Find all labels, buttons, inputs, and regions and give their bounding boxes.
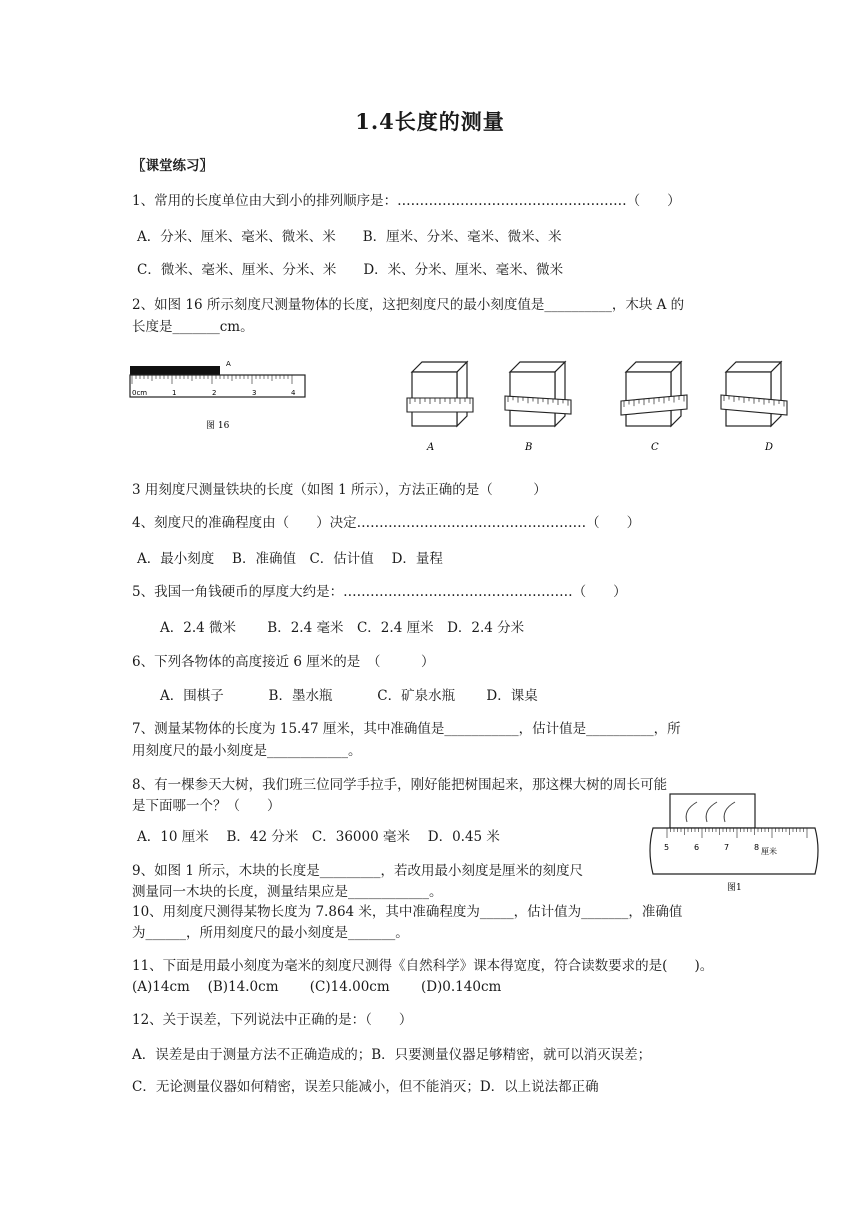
figure-16-ruler (120, 352, 315, 437)
question-4-options: A．最小刻度 B．准确值 C．估计值 D．量程 (137, 551, 443, 567)
method-figure (505, 362, 571, 426)
question-7-line-1: 7、测量某物体的长度为 15.47 厘米，其中准确值是___________，估计值是__________，所 (132, 721, 681, 737)
question-3-stem: 3 用刻度尺测量铁块的长度（如图 1 所示），方法正确的是（ ） (132, 482, 547, 498)
method-figure (621, 362, 687, 426)
page-title: 1.4长度的测量 (355, 109, 505, 134)
question-9-line-1: 9、如图 1 所示，木块的长度是_________，若改用最小刻度是厘米的刻度尺 (132, 863, 584, 879)
ruler-tick-label: 6 (694, 843, 700, 852)
block-side (555, 362, 565, 426)
ruler-tick-label: 4 (291, 389, 296, 397)
method-label: A (427, 442, 435, 453)
figure-measuring-methods (395, 358, 805, 473)
question-5-options: A．2.4 微米 B．2.4 毫米 C．2.4 厘米 D．2.4 分米 (160, 620, 525, 636)
question-9-line-2: 测量同一木块的长度，测量结果应是____________。 (132, 884, 443, 900)
ruler-tick-label: 5 (664, 843, 670, 852)
block-side (771, 362, 781, 426)
question-1-options-cd: C．微米、毫米、厘米、分米、米 D．米、分米、厘米、毫米、微米 (137, 262, 564, 278)
ruler-tick-label: 1 (172, 389, 177, 397)
ruler-tick-label: 7 (724, 843, 730, 852)
question-8-line-1: 8、有一棵参天大树，我们班三位同学手拉手，刚好能把树围起来，那这棵大树的周长可能 (132, 777, 668, 793)
question-7-line-2: 用刻度尺的最小刻度是____________。 (132, 743, 362, 759)
question-2-line-2: 长度是_______cm。 (132, 319, 254, 335)
figure-1-ruler (645, 790, 825, 896)
question-12-options-cd: C．无论测量仪器如何精密，误差只能减小，但不能消灭；D．以上说法都正确 (132, 1079, 599, 1095)
question-10-line-1: 10、用刻度尺测得某物长度为 7.864 米，其中准确程度为_____，估计值为_______，准确值 (132, 904, 683, 920)
block-a (130, 366, 220, 375)
question-6-stem: 6、下列各物体的高度接近 6 厘米的是 （ ） (132, 654, 435, 670)
block-side (671, 362, 681, 426)
question-2-line-1: 2、如图 16 所示刻度尺测量物体的长度，这把刻度尺的最小刻度值是__________，木块 A 的 (132, 297, 685, 313)
wooden-block (670, 794, 755, 828)
figure-16-caption: 图 16 (206, 421, 230, 431)
question-1-stem: 1、常用的长度单位由大到小的排列顺序是：……………………………………………（ ） (132, 193, 681, 209)
block-a-label: A (226, 360, 231, 368)
method-figure (721, 362, 787, 426)
method-label: D (765, 442, 774, 453)
ruler-tick-label: 8 (754, 843, 760, 852)
section-heading: 〖课堂练习〗 (132, 158, 213, 174)
ruler-body (650, 828, 818, 874)
question-10-line-2: 为______，所用刻度尺的最小刻度是_______。 (132, 925, 409, 941)
question-11-options: (A)14cm (B)14.0cm (C)14.00cm (D)0.140cm (132, 979, 502, 995)
question-1-options-ab: A．分米、厘米、毫米、微米、米 B．厘米、分米、毫米、微米、米 (137, 229, 562, 245)
method-label: C (651, 442, 659, 453)
method-figure (407, 362, 473, 426)
question-5-stem: 5、我国一角钱硬币的厚度大约是：……………………………………………（ ） (132, 584, 627, 600)
ruler-tick-label: 0cm (132, 389, 148, 397)
question-4-stem: 4、刻度尺的准确程度由（ ）决定……………………………………………（ ） (132, 515, 641, 531)
ruler-tick-label: 3 (252, 389, 257, 397)
ruler-unit-label: 厘米 (761, 847, 777, 856)
question-11-stem: 11、下面是用最小刻度为毫米的刻度尺测得《自然科学》课本得宽度，符合读数要求的是( )。 (132, 958, 714, 974)
question-6-options: A．围棋子 B．墨水瓶 C．矿泉水瓶 D．课桌 (160, 688, 538, 704)
question-12-stem: 12、关于误差，下列说法中正确的是：（ ） (132, 1012, 413, 1028)
block-side (457, 362, 467, 426)
ruler-tick-label: 2 (212, 389, 217, 397)
method-label: B (525, 442, 533, 453)
question-12-options-ab: A．误差是由于测量方法不正确造成的；B．只要测量仪器足够精密，就可以消灭误差； (132, 1047, 652, 1063)
figure-1-caption: 图1 (727, 883, 742, 893)
question-8-line-2: 是下面哪一个？（ ） (132, 798, 281, 814)
question-8-options: A．10 厘米 B．42 分米 C．36000 毫米 D．0.45 米 (137, 829, 500, 845)
